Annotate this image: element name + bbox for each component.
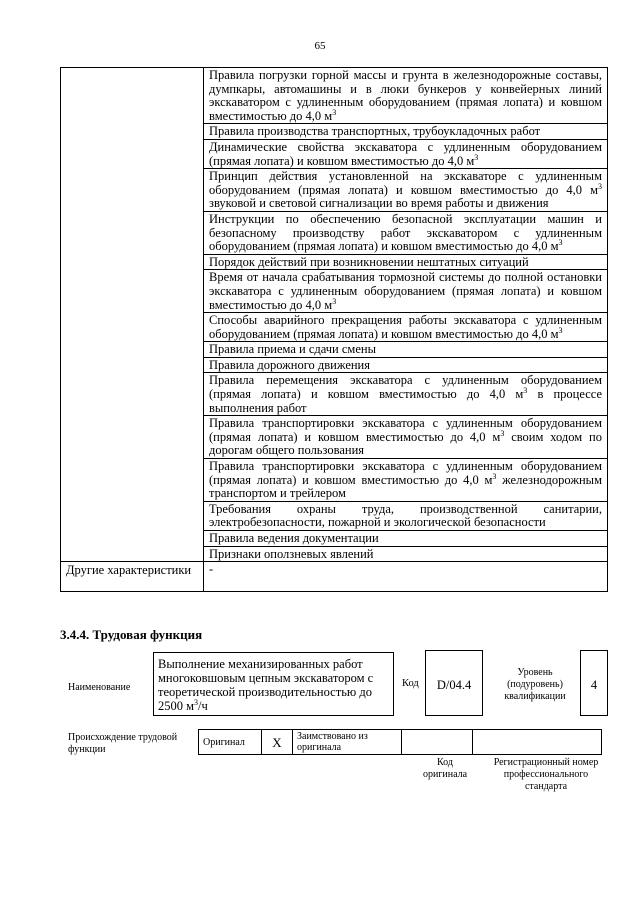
page-number: 65 [314, 40, 326, 52]
table-cell: Принцип действия установленной на экскаваторе с удлиненным оборудованием (прямая лопата) и ковшом вместимостью до 4,0 $м^3$ звуковой и световой сигнализации во время работы и движения [204, 169, 608, 212]
table-row [61, 562, 608, 592]
table-cell: Порядок действий при возникновении нештатных ситуаций [204, 254, 608, 270]
reg-number-caption: Регистрационный номер профессионального стандарта [493, 757, 599, 792]
origin-code-cell [402, 730, 473, 755]
table-cell: Динамические свойства экскаватора с удлиненным оборудованием (прямая лопата) и ковшом вместимостью до 4,0 $м^3$ [204, 139, 608, 168]
level-value: 4 [580, 650, 608, 716]
table-cell: Инструкции по обеспечению безопасной эксплуатации машин и безопасному производству работ экскаватором с удлиненным оборудованием (прямая лопата) и ковшом вместимостью до 4,0 $м^3$ [204, 211, 608, 254]
other-characteristics-label: Другие характеристики [61, 562, 204, 592]
table-cell: Правила перемещения экскаватора с удлиненным оборудованием (прямая лопата) и ковшом вместимостью до 4,0 $м^3$ в процессе выполнения работ [204, 373, 608, 416]
empty-label-cell [61, 68, 204, 562]
other-characteristics-value: - [204, 562, 608, 592]
borrowed-label: Заимствовано из оригинала [293, 730, 402, 755]
original-label: Оригинал [199, 730, 262, 755]
table-row [61, 68, 608, 124]
knowledge-table [60, 67, 608, 592]
name-label: Наименование [68, 682, 131, 693]
table-cell: Правила погрузки горной массы и грунта в железнодорожные составы, думпкары, автомашины и в люки бункеров у конвейерных линий экскаватором с удлиненным оборудованием (прямая лопата) и ковшом вместимостью до 4,0 $м^3$ [204, 68, 608, 124]
origin-code-caption: Код оригинала [422, 757, 468, 780]
reg-number-cell [473, 730, 602, 755]
function-name-box: Выполнение механизированных работ многоковшовым цепным экскаватором с теоретической производительностью до 2500 $м^3/ч$ [153, 652, 394, 716]
origin-table [198, 729, 602, 755]
origin-label: Происхождение трудовой функции [68, 732, 178, 755]
table-cell: Правила производства транспортных, трубоукладочных работ [204, 124, 608, 140]
table-cell: Способы аварийного прекращения работы экскаватора с удлиненным оборудованием (прямая лопата) и ковшом вместимостью до 4,0 $м^3$ [204, 313, 608, 342]
table-cell: Время от начала срабатывания тормозной системы до полной остановки экскаватора с удлиненным оборудованием (прямая лопата) и ковшом вместимостью до 4,0 $м^3$ [204, 270, 608, 313]
original-mark: X [262, 730, 293, 755]
table-cell: Правила дорожного движения [204, 357, 608, 373]
table-cell: Правила транспортировки экскаватора с удлиненным оборудованием (прямая лопата) и ковшом вместимостью до 4,0 $м^3$ железнодорожным транспортом и трейлером [204, 459, 608, 502]
code-label: Код [402, 678, 419, 689]
table-cell: Правила приема и сдачи смены [204, 342, 608, 358]
section-title: 3.4.4. Трудовая функция [60, 627, 203, 642]
table-cell: Правила транспортировки экскаватора с удлиненным оборудованием (прямая лопата) и ковшом вместимостью до 4,0 $м^3$ своим ходом по дорогам общего пользования [204, 416, 608, 459]
code-value: D/04.4 [425, 650, 483, 716]
level-label: Уровень (подуровень) квалификации [504, 667, 566, 702]
table-cell: Требования охраны труда, производственной санитарии, электробезопасности, пожарной и экологической безопасности [204, 501, 608, 530]
table-row [199, 730, 602, 755]
table-cell: Правила ведения документации [204, 531, 608, 547]
table-cell: Признаки оползневых явлений [204, 546, 608, 562]
